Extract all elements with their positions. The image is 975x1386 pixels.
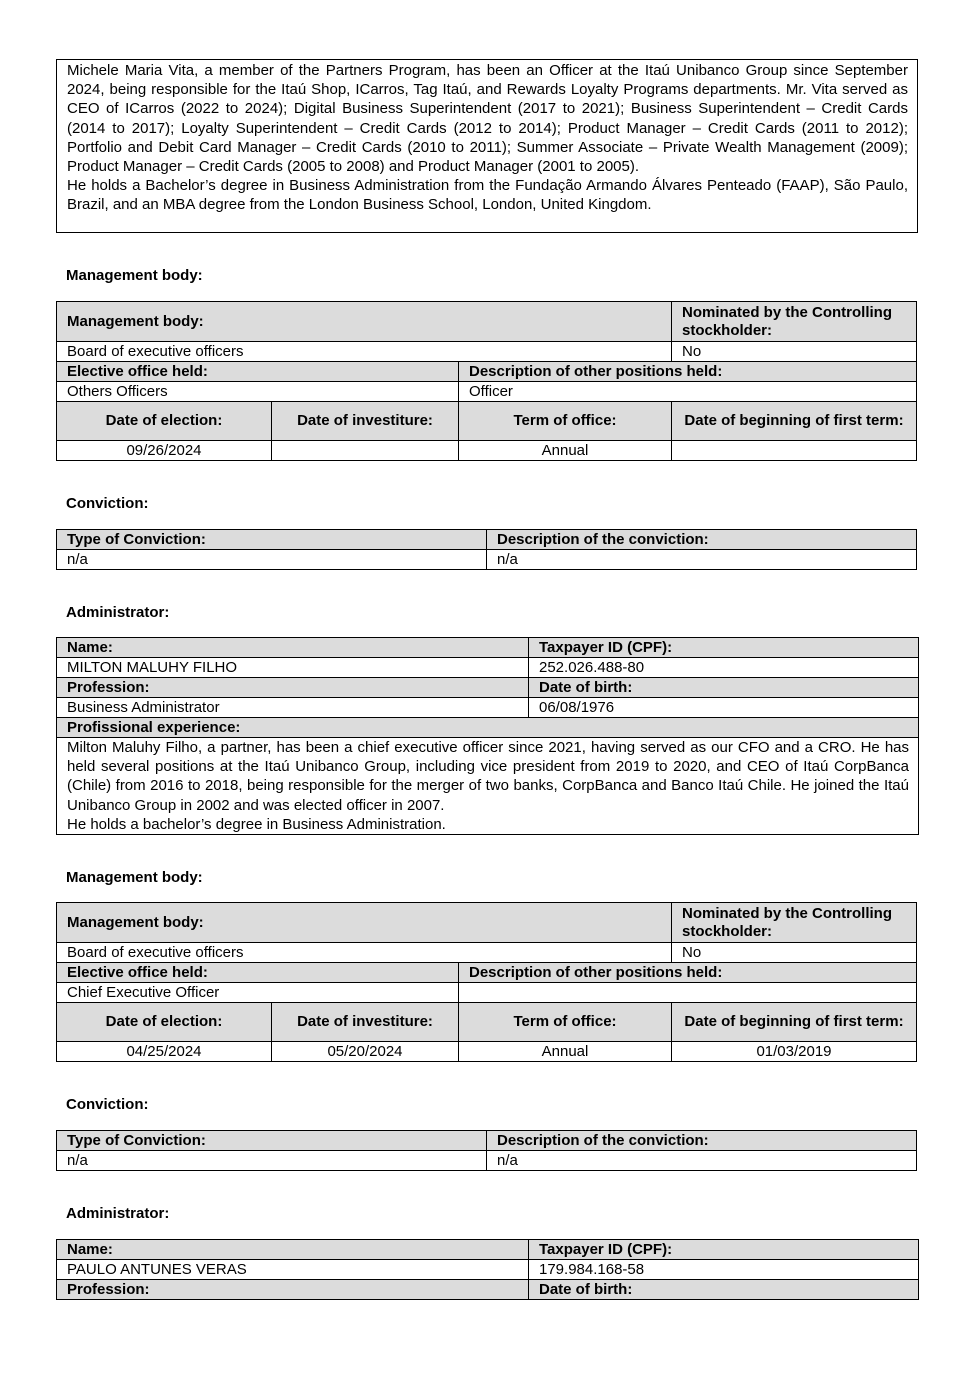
cpf-label: Taxpayer ID (CPF):: [529, 1240, 919, 1260]
administrator-table-2: [56, 1239, 919, 1300]
bio-text-1: Michele Maria Vita, a member of the Partners Program, has been an Officer at the Itaú Unibanco Group since September 2024, being responsible for the Itaú Shop, ICarros, Tag Itaú, and Rewards Loyalty Programs departments. Mr. Vita served as CEO of ICarros (2022 to 2024); Digital Business Superintendent (2017 to 2021); Business Superintendent – Credit Cards (2014 to 2017); Loyalty Superintendent – Credit Cards (2012 to 2014); Product Manager – Credit Cards (2011 to 2012); Portfolio and Debit Card Manager – Credit Cards (2010 to 2011); Summer Associate – Private Wealth Management (2009); Product Manager – Credit Cards (2005 to 2008) and Product Manager (2001 to 2005).: [67, 62, 908, 176]
management-body-label: Management body:: [57, 903, 672, 943]
experience-text-2: He holds a bachelor’s degree in Business Administration.: [67, 815, 446, 833]
date-investiture-label: Date of investiture:: [272, 402, 459, 441]
other-positions-value: Officer: [459, 382, 917, 402]
nominated-value: No: [672, 943, 917, 963]
elective-office-value: Others Officers: [57, 382, 459, 402]
first-term-value: 01/03/2019: [672, 1042, 917, 1062]
section-title-administrator: Administrator:: [66, 604, 170, 621]
other-positions-value: [459, 983, 917, 1003]
conviction-type-value: n/a: [57, 550, 487, 570]
birth-value: 06/08/1976: [529, 698, 919, 718]
term-office-label: Term of office:: [459, 402, 672, 441]
bio-paragraph: [56, 59, 918, 233]
first-term-label: Date of beginning of first term:: [672, 402, 917, 441]
management-table: [56, 301, 917, 461]
elective-office-label: Elective office held:: [57, 963, 459, 983]
birth-label: Date of birth:: [529, 1280, 919, 1300]
conviction-desc-label: Description of the conviction:: [487, 530, 917, 550]
cpf-value: 179.984.168-58: [529, 1260, 919, 1280]
date-investiture-value: 05/20/2024: [272, 1042, 459, 1062]
administrator-table: [56, 637, 919, 835]
name-label: Name:: [57, 638, 529, 658]
experience-label: Profissional experience:: [57, 718, 919, 738]
name-value: PAULO ANTUNES VERAS: [57, 1260, 529, 1280]
name-label: Name:: [57, 1240, 529, 1260]
other-positions-label: Description of other positions held:: [459, 362, 917, 382]
first-term-label: Date of beginning of first term:: [672, 1003, 917, 1042]
profession-label: Profession:: [57, 1280, 529, 1300]
section-title-management-2: Management body:: [66, 869, 203, 886]
profession-label: Profession:: [57, 678, 529, 698]
nominated-label: Nominated by the Controlling stockholder:: [672, 302, 917, 342]
elective-office-label: Elective office held:: [57, 362, 459, 382]
conviction-table-2: [56, 1130, 917, 1171]
conviction-table: [56, 529, 917, 570]
term-office-label: Term of office:: [459, 1003, 672, 1042]
experience-text: [57, 738, 919, 835]
conviction-desc-label: Description of the conviction:: [487, 1131, 917, 1151]
management-table-2: [56, 902, 917, 1062]
management-body-value: Board of executive officers: [57, 943, 672, 963]
other-positions-label: Description of other positions held:: [459, 963, 917, 983]
conviction-type-label: Type of Conviction:: [57, 530, 487, 550]
section-title-administrator-2: Administrator:: [66, 1205, 170, 1222]
profession-value: Business Administrator: [57, 698, 529, 718]
date-election-label: Date of election:: [57, 1003, 272, 1042]
term-office-value: Annual: [459, 1042, 672, 1062]
experience-text-1: Milton Maluhy Filho, a partner, has been a chief executive officer since 2021, having served as our CFO and a CRO. He has held several positions at the Itaú Unibanco Group, including vice president from 2019 to 2020, and CEO of Itaú CorpBanca (Chile) from 2016 to 2018, being responsible for the merger of two banks, CorpBanca and Banco Itaú Chile. He joined the Itaú Unibanco Group in 2002 and was elected officer in 2007.: [67, 739, 909, 814]
nominated-label: Nominated by the Controlling stockholder:: [672, 903, 917, 943]
management-body-label: Management body:: [57, 302, 672, 342]
bio-text-2: He holds a Bachelor’s degree in Business Administration from the Fundação Armando Álvares Penteado (FAAP), São Paulo, Brazil, and an MBA degree from the London Business School, London, United Kingdom.: [67, 177, 908, 214]
nominated-value: No: [672, 342, 917, 362]
section-title-conviction-2: Conviction:: [66, 1096, 149, 1113]
conviction-type-label: Type of Conviction:: [57, 1131, 487, 1151]
conviction-desc-value: n/a: [487, 550, 917, 570]
date-election-label: Date of election:: [57, 402, 272, 441]
conviction-type-value: n/a: [57, 1151, 487, 1171]
elective-office-value: Chief Executive Officer: [57, 983, 459, 1003]
date-election-value: 04/25/2024: [57, 1042, 272, 1062]
cpf-value: 252.026.488-80: [529, 658, 919, 678]
term-office-value: Annual: [459, 441, 672, 461]
conviction-desc-value: n/a: [487, 1151, 917, 1171]
date-investiture-label: Date of investiture:: [272, 1003, 459, 1042]
date-investiture-value: [272, 441, 459, 461]
management-body-value: Board of executive officers: [57, 342, 672, 362]
cpf-label: Taxpayer ID (CPF):: [529, 638, 919, 658]
first-term-value: [672, 441, 917, 461]
section-title-conviction: Conviction:: [66, 495, 149, 512]
name-value: MILTON MALUHY FILHO: [57, 658, 529, 678]
section-title-management: Management body:: [66, 267, 203, 284]
birth-label: Date of birth:: [529, 678, 919, 698]
date-election-value: 09/26/2024: [57, 441, 272, 461]
